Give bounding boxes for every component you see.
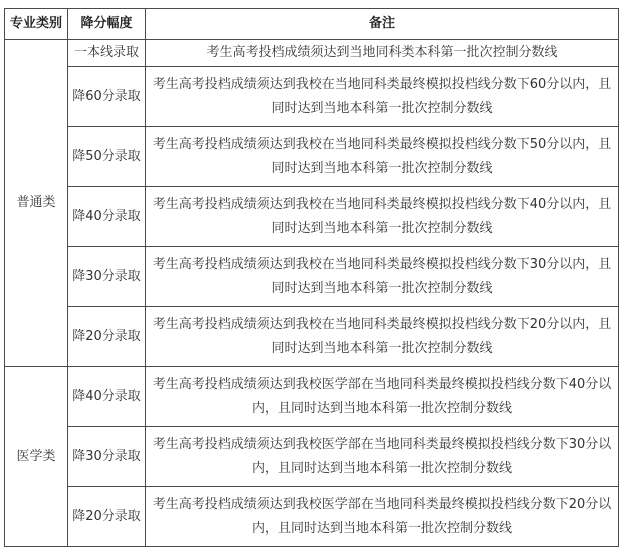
table-row bbox=[5, 307, 619, 367]
reduction-cell: 降30分录取 bbox=[68, 247, 146, 307]
note-cell: 考生高考投档成绩须达到我校医学部在当地同科类最终模拟投档线分数下40分以内，且同时达到当地本科第一批次控制分数线 bbox=[146, 367, 619, 427]
table-row bbox=[5, 487, 619, 547]
note-cell: 考生高考投档成绩须达到我校在当地同科类最终模拟投档线分数下60分以内，且同时达到当地本科第一批次控制分数线 bbox=[146, 67, 619, 127]
table-row bbox=[5, 40, 619, 67]
note-cell: 考生高考投档成绩须达到我校医学部在当地同科类最终模拟投档线分数下20分以内，且同时达到当地本科第一批次控制分数线 bbox=[146, 487, 619, 547]
note-cell: 考生高考投档成绩须达到我校在当地同科类最终模拟投档线分数下20分以内，且同时达到当地本科第一批次控制分数线 bbox=[146, 307, 619, 367]
reduction-cell: 降40分录取 bbox=[68, 187, 146, 247]
header-reduction: 降分幅度 bbox=[68, 9, 146, 40]
note-cell: 考生高考投档成绩须达到我校医学部在当地同科类最终模拟投档线分数下30分以内，且同时达到当地本科第一批次控制分数线 bbox=[146, 427, 619, 487]
note-cell: 考生高考投档成绩须达到当地同科类本科第一批次控制分数线 bbox=[146, 40, 619, 67]
table-row bbox=[5, 367, 619, 427]
reduction-cell: 降60分录取 bbox=[68, 67, 146, 127]
table-row bbox=[5, 427, 619, 487]
note-cell: 考生高考投档成绩须达到我校在当地同科类最终模拟投档线分数下50分以内，且同时达到当地本科第一批次控制分数线 bbox=[146, 127, 619, 187]
table-row bbox=[5, 67, 619, 127]
reduction-cell: 一本线录取 bbox=[68, 40, 146, 67]
header-note: 备注 bbox=[146, 9, 619, 40]
category-cell-general: 普通类 bbox=[5, 40, 68, 367]
note-cell: 考生高考投档成绩须达到我校在当地同科类最终模拟投档线分数下40分以内，且同时达到当地本科第一批次控制分数线 bbox=[146, 187, 619, 247]
admission-table bbox=[4, 8, 619, 547]
table-row bbox=[5, 127, 619, 187]
category-cell-medical: 医学类 bbox=[5, 367, 68, 547]
reduction-cell: 降30分录取 bbox=[68, 427, 146, 487]
header-category: 专业类别 bbox=[5, 9, 68, 40]
reduction-cell: 降20分录取 bbox=[68, 487, 146, 547]
reduction-cell: 降20分录取 bbox=[68, 307, 146, 367]
reduction-cell: 降40分录取 bbox=[68, 367, 146, 427]
note-cell: 考生高考投档成绩须达到我校在当地同科类最终模拟投档线分数下30分以内，且同时达到当地本科第一批次控制分数线 bbox=[146, 247, 619, 307]
table-row bbox=[5, 247, 619, 307]
reduction-cell: 降50分录取 bbox=[68, 127, 146, 187]
table-header-row bbox=[5, 9, 619, 40]
table-row bbox=[5, 187, 619, 247]
